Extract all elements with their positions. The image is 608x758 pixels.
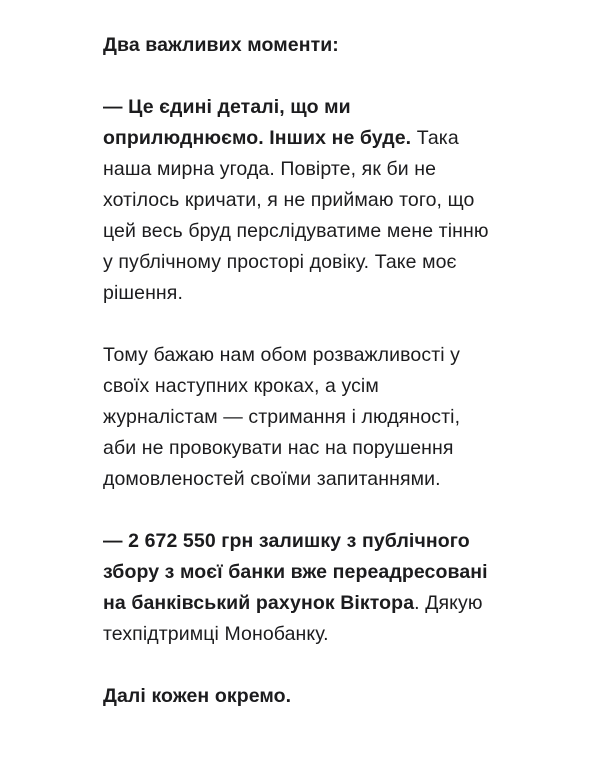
paragraph-line: збору з моєї банки вже переадресовані (103, 561, 488, 583)
regular-text: Така (411, 127, 459, 149)
paragraph-line: домовленостей своїми запитаннями. (103, 468, 441, 490)
paragraph-line: техпідтримці Монобанку. (103, 623, 329, 645)
heading-text: Два важливих моменти: (103, 34, 339, 56)
paragraph-funds (103, 526, 563, 650)
paragraph-line: — Це єдині деталі, що ми (103, 96, 351, 118)
paragraph-line: у публічному просторі довіку. Таке моє (103, 251, 457, 273)
paragraph-line: Тому бажаю нам обом розважливості у (103, 344, 461, 366)
paragraph-agreement (103, 92, 563, 309)
regular-text: . Дякую (414, 592, 483, 614)
closing-text: Далі кожен окремо. (103, 685, 292, 707)
paragraph-line: — 2 672 550 грн залишку з публічного (103, 530, 470, 552)
document-body (103, 30, 563, 743)
paragraph-line (103, 123, 563, 154)
paragraph-line: журналістам — стримання і людяності, (103, 406, 461, 428)
bold-text: на банківський рахунок Віктора (103, 592, 415, 614)
paragraph-line (103, 588, 563, 619)
paragraph-line: аби не провокувати нас на порушення (103, 437, 454, 459)
paragraph-line: рішення. (103, 282, 183, 304)
paragraph-line: своїх наступних кроках, а усім (103, 375, 379, 397)
closing-line (103, 681, 563, 712)
heading (103, 30, 563, 61)
bold-text: оприлюднюємо. Інших не буде. (103, 127, 412, 149)
paragraph-line: наша мирна угода. Повірте, як би не (103, 158, 437, 180)
paragraph-wishes (103, 340, 563, 495)
paragraph-line: цей весь бруд перслідуватиме мене тінню (103, 220, 489, 242)
paragraph-line: хотілось кричати, я не приймаю того, що (103, 189, 475, 211)
